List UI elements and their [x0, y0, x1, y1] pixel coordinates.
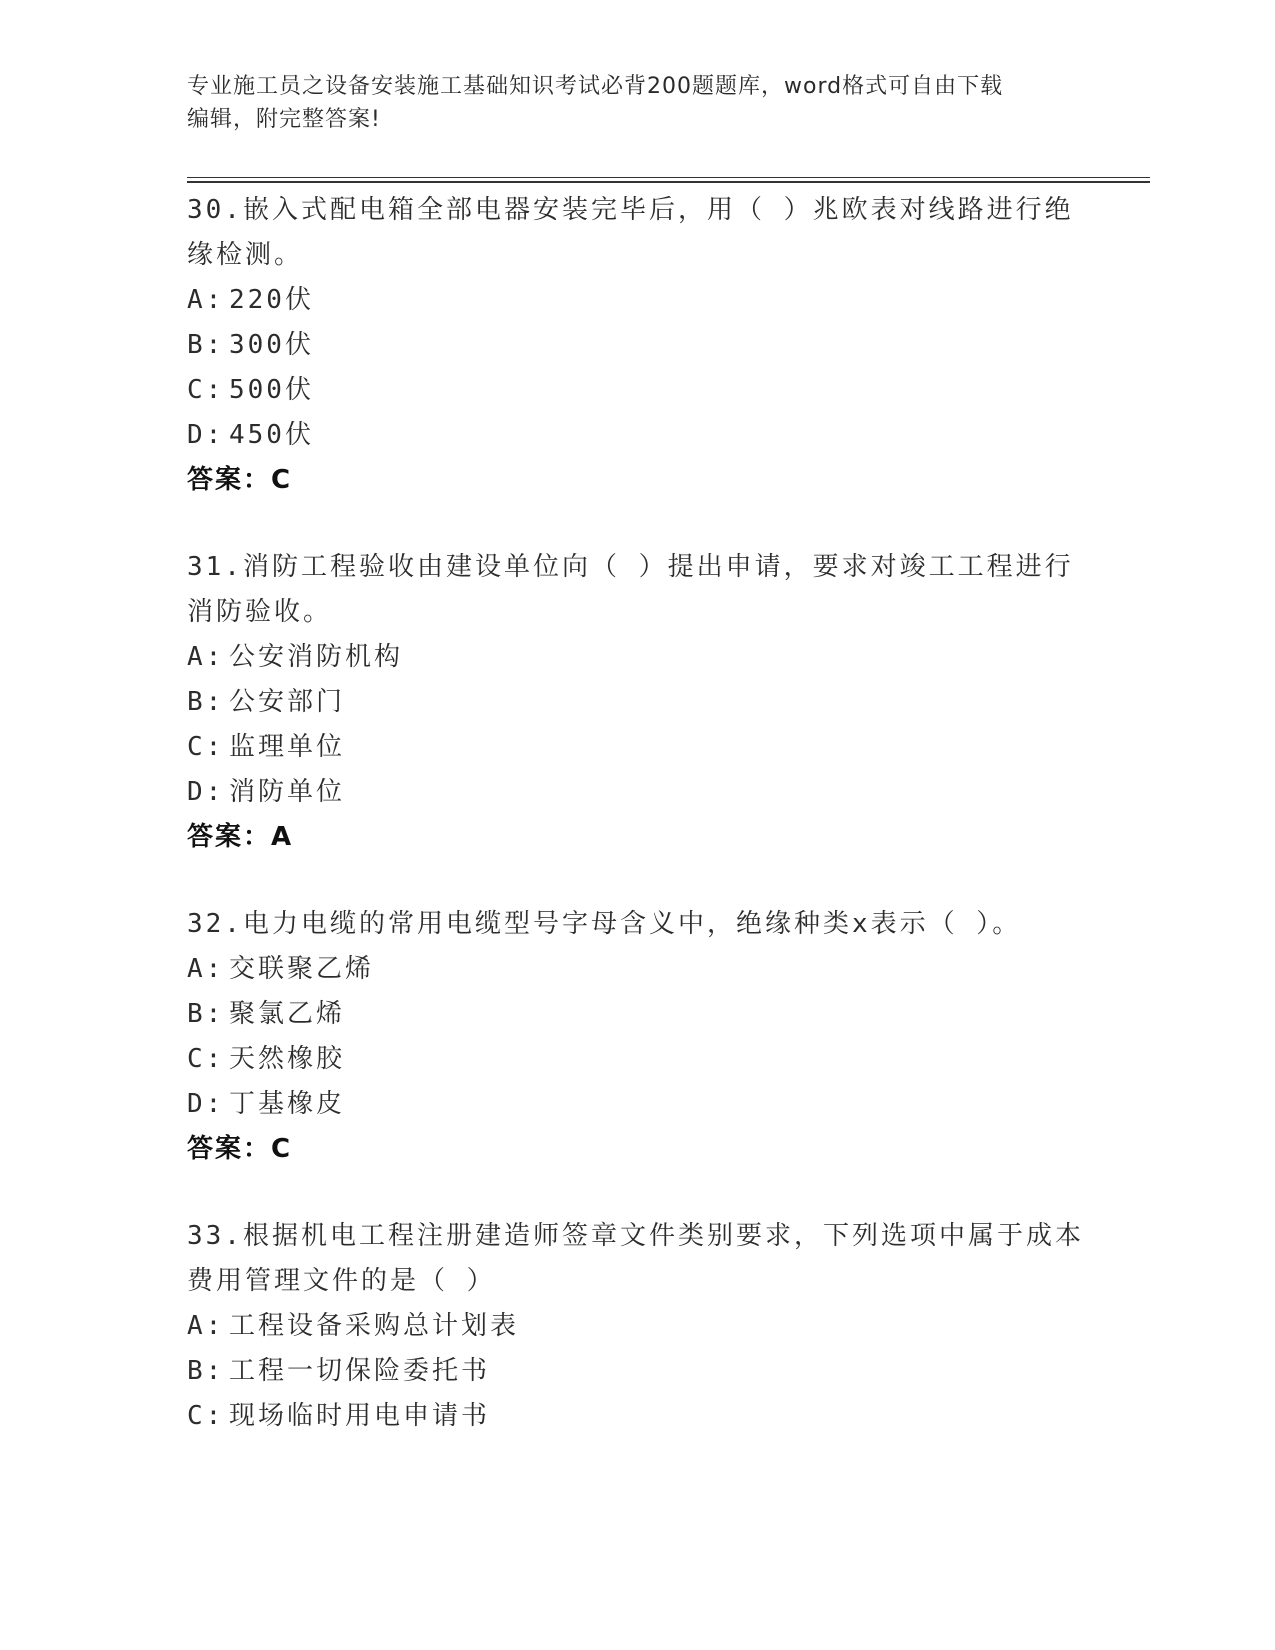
- option-b: [187, 680, 1087, 725]
- option-d: [187, 413, 1087, 458]
- option-text: 300伏: [229, 330, 314, 360]
- option-text: 天然橡胶: [229, 1044, 346, 1074]
- header-divider-thin: [187, 177, 1150, 178]
- option-letter: B:: [187, 330, 225, 360]
- question-stem: 30.嵌入式配电箱全部电器安装完毕后，用（ ）兆欧表对线路进行绝: [187, 195, 1074, 225]
- question-stem: 33.根据机电工程注册建造师签章文件类别要求，下列选项中属于成本: [187, 1221, 1084, 1251]
- option-a: [187, 278, 1087, 323]
- header-divider-thick: [187, 181, 1150, 183]
- answer-line: 答案：C: [187, 1134, 293, 1164]
- option-letter: D:: [187, 777, 225, 807]
- option-c: [187, 1394, 1087, 1439]
- question-stem-cont: 费用管理文件的是（ ）: [187, 1266, 496, 1296]
- option-a: [187, 947, 1087, 992]
- option-letter: C:: [187, 375, 225, 405]
- option-letter: A:: [187, 954, 225, 984]
- question-stem-cont: 消防验收。: [187, 597, 333, 627]
- option-letter: A:: [187, 1311, 225, 1341]
- option-a: [187, 1304, 1087, 1349]
- option-text: 公安部门: [229, 687, 346, 717]
- option-text: 公安消防机构: [229, 642, 404, 672]
- option-text: 监理单位: [229, 732, 346, 762]
- option-letter: D:: [187, 420, 225, 450]
- question-30: [187, 188, 1087, 503]
- option-text: 450伏: [229, 420, 314, 450]
- option-text: 工程一切保险委托书: [229, 1356, 491, 1386]
- option-letter: C:: [187, 1044, 225, 1074]
- question-list: [187, 188, 1087, 1439]
- option-text: 交联聚乙烯: [229, 954, 375, 984]
- question-33: [187, 1214, 1087, 1439]
- option-b: [187, 992, 1087, 1037]
- option-letter: B:: [187, 999, 225, 1029]
- answer-line: 答案：C: [187, 465, 293, 495]
- option-letter: C:: [187, 732, 225, 762]
- option-letter: D:: [187, 1089, 225, 1119]
- option-c: [187, 725, 1087, 770]
- option-c: [187, 1037, 1087, 1082]
- option-text: 丁基橡皮: [229, 1089, 346, 1119]
- option-letter: C:: [187, 1401, 225, 1431]
- option-letter: B:: [187, 687, 225, 717]
- question-stem: 31.消防工程验收由建设单位向（ ）提出申请，要求对竣工工程进行: [187, 552, 1074, 582]
- option-d: [187, 1082, 1087, 1127]
- question-stem-cont: 缘检测。: [187, 240, 304, 270]
- option-text: 聚氯乙烯: [229, 999, 346, 1029]
- document-header: [187, 70, 1087, 136]
- option-text: 现场临时用电申请书: [229, 1401, 491, 1431]
- answer-line: 答案：A: [187, 822, 294, 852]
- option-text: 消防单位: [229, 777, 346, 807]
- option-c: [187, 368, 1087, 413]
- option-letter: A:: [187, 285, 225, 315]
- question-stem: 32.电力电缆的常用电缆型号字母含义中，绝缘种类x表示（ ）。: [187, 909, 1022, 939]
- option-letter: B:: [187, 1356, 225, 1386]
- option-text: 220伏: [229, 285, 314, 315]
- option-letter: A:: [187, 642, 225, 672]
- header-line-2: 编辑，附完整答案!: [187, 107, 381, 132]
- question-31: [187, 545, 1087, 860]
- option-a: [187, 635, 1087, 680]
- option-text: 500伏: [229, 375, 314, 405]
- option-d: [187, 770, 1087, 815]
- header-line-1: 专业施工员之设备安装施工基础知识考试必背200题题库，word格式可自由下载: [187, 74, 1004, 99]
- option-b: [187, 323, 1087, 368]
- option-text: 工程设备采购总计划表: [229, 1311, 520, 1341]
- option-b: [187, 1349, 1087, 1394]
- question-32: [187, 902, 1087, 1172]
